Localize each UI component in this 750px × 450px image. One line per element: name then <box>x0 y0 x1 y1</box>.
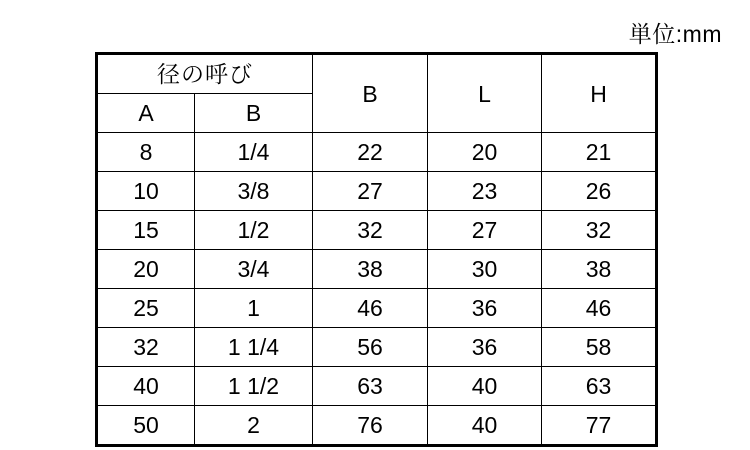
cell-a: 40 <box>97 367 195 406</box>
cell-H: 38 <box>542 250 657 289</box>
cell-H: 63 <box>542 367 657 406</box>
cell-a: 10 <box>97 172 195 211</box>
cell-B: 76 <box>313 406 428 446</box>
table-row <box>97 172 657 211</box>
table-row <box>97 250 657 289</box>
table-head <box>97 54 657 133</box>
cell-L: 36 <box>428 328 542 367</box>
cell-b: 1 <box>195 289 313 328</box>
header-sub-A: A <box>97 94 195 133</box>
table-row <box>97 289 657 328</box>
cell-H: 26 <box>542 172 657 211</box>
header-sub-B: B <box>195 94 313 133</box>
cell-b: 1/4 <box>195 133 313 172</box>
cell-a: 15 <box>97 211 195 250</box>
cell-B: 56 <box>313 328 428 367</box>
header-group-diameter: 径の呼び <box>97 54 313 94</box>
cell-L: 20 <box>428 133 542 172</box>
unit-note: 単位:mm <box>628 21 722 47</box>
cell-H: 32 <box>542 211 657 250</box>
cell-a: 8 <box>97 133 195 172</box>
cell-L: 23 <box>428 172 542 211</box>
cell-B: 63 <box>313 367 428 406</box>
cell-L: 40 <box>428 406 542 446</box>
cell-H: 58 <box>542 328 657 367</box>
cell-H: 21 <box>542 133 657 172</box>
spec-table-container <box>95 52 655 447</box>
table-row <box>97 367 657 406</box>
cell-b: 1 1/2 <box>195 367 313 406</box>
cell-L: 27 <box>428 211 542 250</box>
cell-b: 3/8 <box>195 172 313 211</box>
cell-a: 50 <box>97 406 195 446</box>
cell-L: 40 <box>428 367 542 406</box>
table-body <box>97 133 657 446</box>
table-row <box>97 211 657 250</box>
cell-L: 36 <box>428 289 542 328</box>
header-col-B: B <box>313 54 428 133</box>
cell-B: 32 <box>313 211 428 250</box>
header-col-H: H <box>542 54 657 133</box>
cell-H: 46 <box>542 289 657 328</box>
header-col-L: L <box>428 54 542 133</box>
spec-table <box>95 52 658 447</box>
cell-b: 3/4 <box>195 250 313 289</box>
cell-B: 38 <box>313 250 428 289</box>
cell-B: 22 <box>313 133 428 172</box>
cell-B: 46 <box>313 289 428 328</box>
cell-B: 27 <box>313 172 428 211</box>
cell-a: 32 <box>97 328 195 367</box>
cell-L: 30 <box>428 250 542 289</box>
cell-a: 20 <box>97 250 195 289</box>
cell-a: 25 <box>97 289 195 328</box>
table-header-row-1 <box>97 54 657 94</box>
cell-b: 1 1/4 <box>195 328 313 367</box>
table-row <box>97 133 657 172</box>
cell-b: 1/2 <box>195 211 313 250</box>
cell-b: 2 <box>195 406 313 446</box>
cell-H: 77 <box>542 406 657 446</box>
table-row <box>97 328 657 367</box>
table-row <box>97 406 657 446</box>
